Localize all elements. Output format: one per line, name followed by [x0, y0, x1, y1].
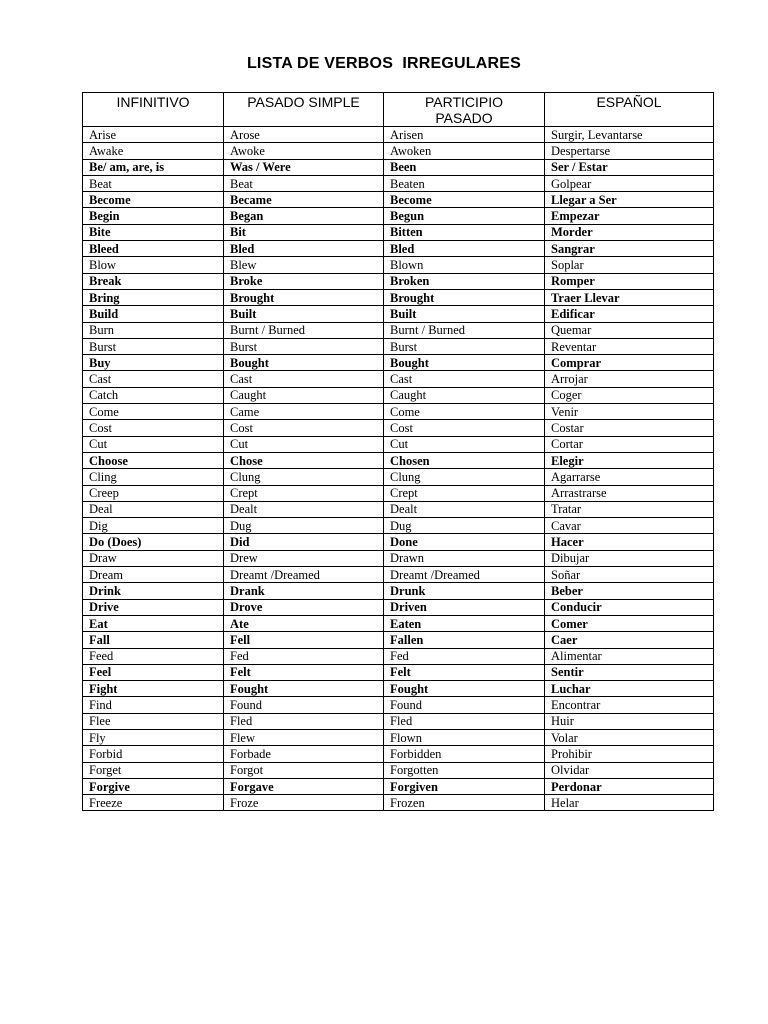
cell-pasado-simple: Dreamt /Dreamed	[224, 567, 384, 583]
cell-participio: Burnt / Burned	[384, 322, 545, 338]
cell-infinitivo: Freeze	[83, 795, 224, 811]
cell-participio: Eaten	[384, 615, 545, 631]
cell-espanol: Traer Llevar	[545, 289, 714, 305]
cell-pasado-simple: Chose	[224, 452, 384, 468]
table-row	[83, 550, 714, 566]
cell-espanol: Arrojar	[545, 371, 714, 387]
cell-infinitivo: Drive	[83, 599, 224, 615]
cell-participio: Burst	[384, 338, 545, 354]
cell-espanol: Empezar	[545, 208, 714, 224]
cell-pasado-simple: Cost	[224, 420, 384, 436]
cell-participio: Cut	[384, 436, 545, 452]
table-row	[83, 599, 714, 615]
cell-espanol: Elegir	[545, 452, 714, 468]
cell-participio: Forgiven	[384, 778, 545, 794]
cell-infinitivo: Begin	[83, 208, 224, 224]
cell-infinitivo: Find	[83, 697, 224, 713]
cell-participio: Cost	[384, 420, 545, 436]
cell-espanol: Reventar	[545, 338, 714, 354]
cell-infinitivo: Fall	[83, 632, 224, 648]
cell-pasado-simple: Ate	[224, 615, 384, 631]
cell-participio: Dreamt /Dreamed	[384, 567, 545, 583]
cell-participio: Dug	[384, 518, 545, 534]
cell-participio: Beaten	[384, 175, 545, 191]
cell-participio: Arisen	[384, 127, 545, 143]
cell-infinitivo: Creep	[83, 485, 224, 501]
cell-espanol: Volar	[545, 729, 714, 745]
cell-espanol: Conducir	[545, 599, 714, 615]
cell-infinitivo: Burst	[83, 338, 224, 354]
cell-infinitivo: Blow	[83, 257, 224, 273]
cell-infinitivo: Cost	[83, 420, 224, 436]
cell-pasado-simple: Broke	[224, 273, 384, 289]
cell-participio: Chosen	[384, 452, 545, 468]
cell-infinitivo: Bring	[83, 289, 224, 305]
cell-participio: Frozen	[384, 795, 545, 811]
cell-espanol: Coger	[545, 387, 714, 403]
cell-pasado-simple: Burst	[224, 338, 384, 354]
cell-espanol: Perdonar	[545, 778, 714, 794]
cell-participio: Come	[384, 404, 545, 420]
table-row	[83, 127, 714, 143]
table-row	[83, 615, 714, 631]
cell-infinitivo: Beat	[83, 175, 224, 191]
cell-espanol: Helar	[545, 795, 714, 811]
cell-espanol: Alimentar	[545, 648, 714, 664]
table-row	[83, 469, 714, 485]
cell-pasado-simple: Dug	[224, 518, 384, 534]
cell-pasado-simple: Crept	[224, 485, 384, 501]
cell-infinitivo: Flee	[83, 713, 224, 729]
cell-espanol: Comer	[545, 615, 714, 631]
cell-espanol: Cavar	[545, 518, 714, 534]
table-row	[83, 322, 714, 338]
cell-espanol: Huir	[545, 713, 714, 729]
table-row	[83, 273, 714, 289]
table-row	[83, 778, 714, 794]
table-row	[83, 664, 714, 680]
cell-participio: Bitten	[384, 224, 545, 240]
cell-espanol: Venir	[545, 404, 714, 420]
cell-espanol: Despertarse	[545, 143, 714, 159]
cell-espanol: Arrastrarse	[545, 485, 714, 501]
table-row	[83, 175, 714, 191]
table-row	[83, 241, 714, 257]
table-row	[83, 681, 714, 697]
cell-pasado-simple: Fought	[224, 681, 384, 697]
table-row	[83, 648, 714, 664]
table-row	[83, 583, 714, 599]
cell-participio: Clung	[384, 469, 545, 485]
cell-participio: Bought	[384, 355, 545, 371]
cell-pasado-simple: Drank	[224, 583, 384, 599]
cell-espanol: Quemar	[545, 322, 714, 338]
table-row	[83, 567, 714, 583]
cell-participio: Become	[384, 192, 545, 208]
cell-infinitivo: Awake	[83, 143, 224, 159]
cell-espanol: Hacer	[545, 534, 714, 550]
cell-participio: Found	[384, 697, 545, 713]
table-row	[83, 306, 714, 322]
cell-participio: Awoken	[384, 143, 545, 159]
cell-espanol: Olvidar	[545, 762, 714, 778]
table-row	[83, 501, 714, 517]
cell-pasado-simple: Came	[224, 404, 384, 420]
header-participio-pasado: PARTICIPIO PASADO	[384, 93, 545, 127]
header-infinitivo: INFINITIVO	[83, 93, 224, 127]
cell-pasado-simple: Fled	[224, 713, 384, 729]
cell-participio: Built	[384, 306, 545, 322]
cell-espanol: Costar	[545, 420, 714, 436]
cell-participio: Crept	[384, 485, 545, 501]
cell-pasado-simple: Drew	[224, 550, 384, 566]
cell-infinitivo: Cast	[83, 371, 224, 387]
cell-infinitivo: Deal	[83, 501, 224, 517]
cell-pasado-simple: Burnt / Burned	[224, 322, 384, 338]
cell-pasado-simple: Cast	[224, 371, 384, 387]
cell-participio: Forgotten	[384, 762, 545, 778]
cell-espanol: Prohibir	[545, 746, 714, 762]
table-row	[83, 159, 714, 175]
cell-participio: Felt	[384, 664, 545, 680]
cell-infinitivo: Do (Does)	[83, 534, 224, 550]
table-row	[83, 224, 714, 240]
cell-participio: Driven	[384, 599, 545, 615]
cell-pasado-simple: Built	[224, 306, 384, 322]
cell-participio: Dealt	[384, 501, 545, 517]
cell-pasado-simple: Cut	[224, 436, 384, 452]
cell-espanol: Surgir, Levantarse	[545, 127, 714, 143]
cell-infinitivo: Draw	[83, 550, 224, 566]
table-row	[83, 697, 714, 713]
cell-pasado-simple: Caught	[224, 387, 384, 403]
table-row	[83, 257, 714, 273]
cell-espanol: Caer	[545, 632, 714, 648]
table-row	[83, 518, 714, 534]
table-row	[83, 762, 714, 778]
cell-participio: Cast	[384, 371, 545, 387]
table-row	[83, 192, 714, 208]
verb-table-body	[83, 127, 714, 811]
cell-espanol: Sangrar	[545, 241, 714, 257]
cell-espanol: Soplar	[545, 257, 714, 273]
cell-pasado-simple: Awoke	[224, 143, 384, 159]
cell-participio: Brought	[384, 289, 545, 305]
cell-espanol: Tratar	[545, 501, 714, 517]
cell-pasado-simple: Arose	[224, 127, 384, 143]
cell-espanol: Encontrar	[545, 697, 714, 713]
cell-participio: Drunk	[384, 583, 545, 599]
cell-infinitivo: Feed	[83, 648, 224, 664]
table-row	[83, 143, 714, 159]
cell-infinitivo: Dream	[83, 567, 224, 583]
table-row	[83, 452, 714, 468]
cell-infinitivo: Bite	[83, 224, 224, 240]
cell-infinitivo: Build	[83, 306, 224, 322]
cell-espanol: Llegar a Ser	[545, 192, 714, 208]
cell-pasado-simple: Felt	[224, 664, 384, 680]
table-row	[83, 371, 714, 387]
cell-infinitivo: Forgive	[83, 778, 224, 794]
cell-espanol: Edificar	[545, 306, 714, 322]
cell-infinitivo: Cling	[83, 469, 224, 485]
cell-participio: Begun	[384, 208, 545, 224]
cell-pasado-simple: Did	[224, 534, 384, 550]
cell-espanol: Luchar	[545, 681, 714, 697]
cell-infinitivo: Fight	[83, 681, 224, 697]
cell-participio: Been	[384, 159, 545, 175]
cell-infinitivo: Burn	[83, 322, 224, 338]
cell-participio: Flown	[384, 729, 545, 745]
cell-pasado-simple: Bit	[224, 224, 384, 240]
cell-infinitivo: Cut	[83, 436, 224, 452]
cell-participio: Fought	[384, 681, 545, 697]
cell-infinitivo: Buy	[83, 355, 224, 371]
cell-infinitivo: Choose	[83, 452, 224, 468]
verb-table	[82, 92, 714, 811]
cell-pasado-simple: Flew	[224, 729, 384, 745]
cell-pasado-simple: Bled	[224, 241, 384, 257]
cell-pasado-simple: Became	[224, 192, 384, 208]
cell-infinitivo: Dig	[83, 518, 224, 534]
cell-infinitivo: Come	[83, 404, 224, 420]
cell-infinitivo: Fly	[83, 729, 224, 745]
cell-espanol: Agarrarse	[545, 469, 714, 485]
cell-pasado-simple: Was / Were	[224, 159, 384, 175]
cell-pasado-simple: Began	[224, 208, 384, 224]
table-row	[83, 404, 714, 420]
cell-participio: Fed	[384, 648, 545, 664]
cell-pasado-simple: Clung	[224, 469, 384, 485]
header-espanol: ESPAÑOL	[545, 93, 714, 127]
cell-espanol: Cortar	[545, 436, 714, 452]
cell-espanol: Beber	[545, 583, 714, 599]
cell-pasado-simple: Fell	[224, 632, 384, 648]
cell-espanol: Ser / Estar	[545, 159, 714, 175]
cell-espanol: Golpear	[545, 175, 714, 191]
cell-espanol: Sentir	[545, 664, 714, 680]
cell-pasado-simple: Blew	[224, 257, 384, 273]
cell-pasado-simple: Bought	[224, 355, 384, 371]
table-row	[83, 208, 714, 224]
cell-pasado-simple: Brought	[224, 289, 384, 305]
cell-participio: Forbidden	[384, 746, 545, 762]
table-row	[83, 632, 714, 648]
cell-infinitivo: Arise	[83, 127, 224, 143]
cell-infinitivo: Forget	[83, 762, 224, 778]
cell-participio: Fled	[384, 713, 545, 729]
table-row	[83, 338, 714, 354]
cell-infinitivo: Drink	[83, 583, 224, 599]
cell-participio: Done	[384, 534, 545, 550]
table-row	[83, 795, 714, 811]
cell-infinitivo: Forbid	[83, 746, 224, 762]
cell-infinitivo: Become	[83, 192, 224, 208]
table-row	[83, 713, 714, 729]
cell-participio: Broken	[384, 273, 545, 289]
cell-pasado-simple: Froze	[224, 795, 384, 811]
cell-infinitivo: Break	[83, 273, 224, 289]
page-title: LISTA DE VERBOS IRREGULARES	[246, 55, 522, 72]
cell-espanol: Romper	[545, 273, 714, 289]
cell-espanol: Soñar	[545, 567, 714, 583]
cell-pasado-simple: Forbade	[224, 746, 384, 762]
cell-participio: Drawn	[384, 550, 545, 566]
cell-infinitivo: Catch	[83, 387, 224, 403]
table-row	[83, 729, 714, 745]
cell-infinitivo: Eat	[83, 615, 224, 631]
cell-espanol: Dibujar	[545, 550, 714, 566]
cell-pasado-simple: Beat	[224, 175, 384, 191]
cell-infinitivo: Bleed	[83, 241, 224, 257]
table-row	[83, 746, 714, 762]
cell-pasado-simple: Drove	[224, 599, 384, 615]
cell-infinitivo: Be/ am, are, is	[83, 159, 224, 175]
cell-participio: Blown	[384, 257, 545, 273]
cell-participio: Caught	[384, 387, 545, 403]
cell-pasado-simple: Forgave	[224, 778, 384, 794]
cell-participio: Fallen	[384, 632, 545, 648]
cell-pasado-simple: Found	[224, 697, 384, 713]
table-row	[83, 387, 714, 403]
cell-infinitivo: Feel	[83, 664, 224, 680]
table-header-row	[83, 93, 714, 127]
table-row	[83, 534, 714, 550]
cell-espanol: Morder	[545, 224, 714, 240]
header-pasado-simple: PASADO SIMPLE	[224, 93, 384, 127]
cell-espanol: Comprar	[545, 355, 714, 371]
table-row	[83, 355, 714, 371]
table-row	[83, 485, 714, 501]
table-row	[83, 420, 714, 436]
table-row	[83, 436, 714, 452]
cell-pasado-simple: Dealt	[224, 501, 384, 517]
cell-pasado-simple: Fed	[224, 648, 384, 664]
table-row	[83, 289, 714, 305]
cell-participio: Bled	[384, 241, 545, 257]
cell-pasado-simple: Forgot	[224, 762, 384, 778]
